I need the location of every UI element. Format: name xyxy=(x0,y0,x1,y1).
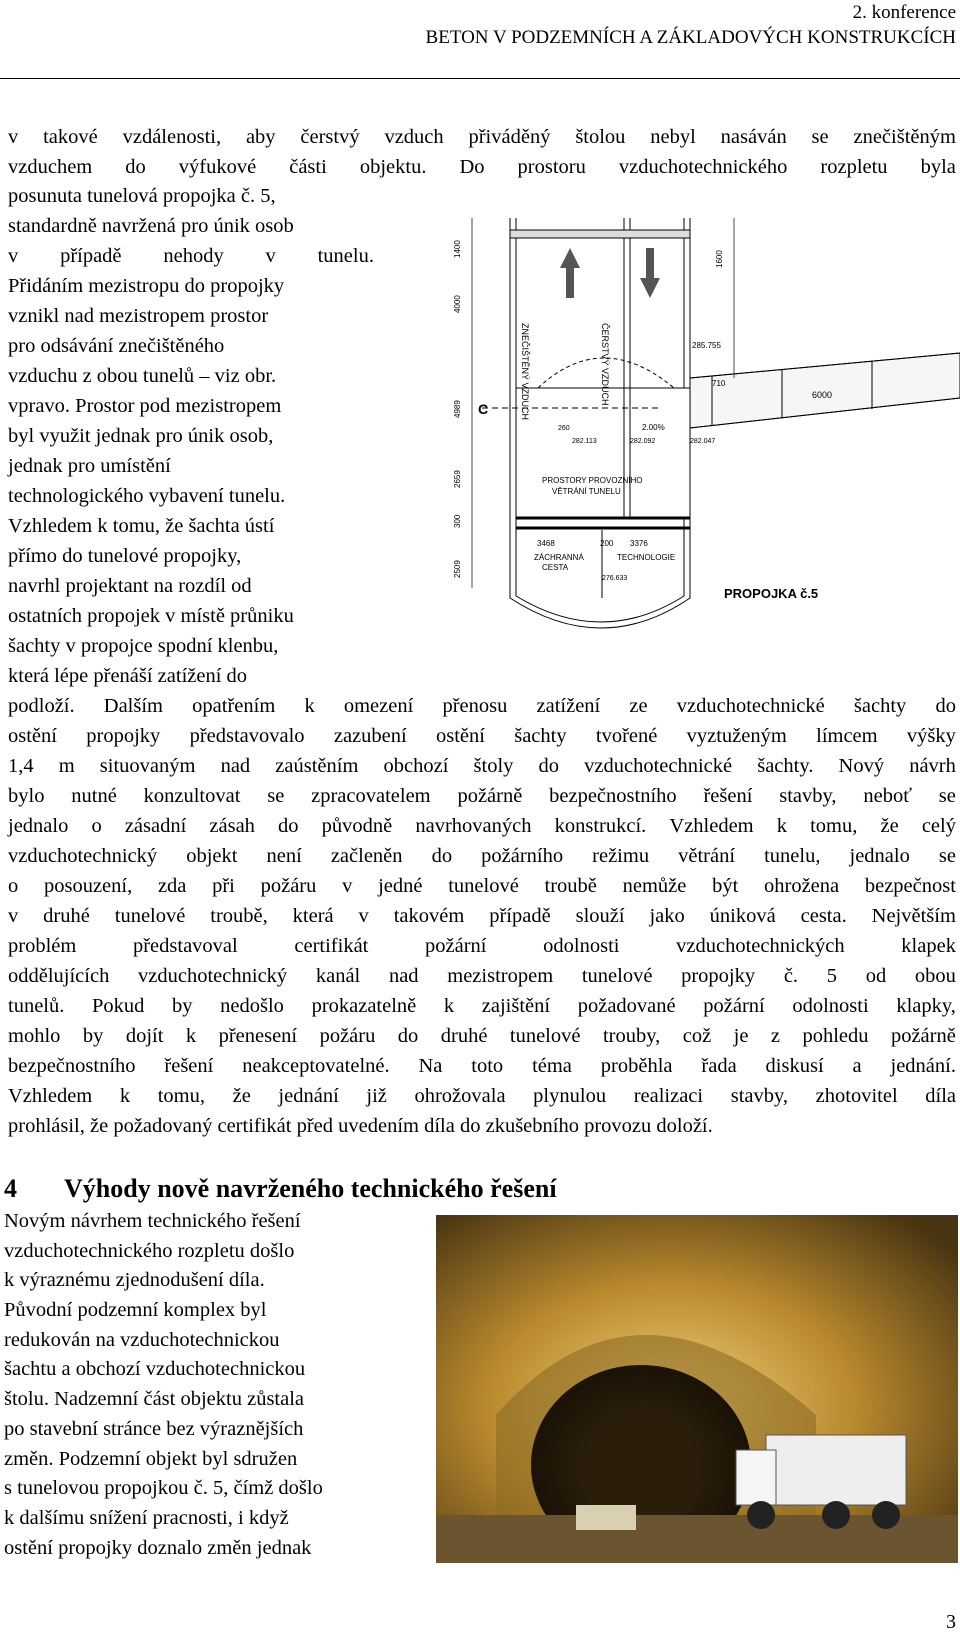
fig-dim: 300 xyxy=(453,514,462,528)
text-line: vpravo. Prostor pod mezistropem xyxy=(8,395,282,417)
text-line: šachtu a obchozí vzduchotechnickou xyxy=(4,1358,306,1381)
text-line: v případě nehody v tunelu. xyxy=(8,245,374,267)
text-line: byl využit jednak pro únik osob, xyxy=(8,425,274,447)
text-line: vzduchu z obou tunelů – viz obr. xyxy=(8,365,277,387)
text-line: redukován na vzduchotechnickou xyxy=(4,1328,280,1351)
page-number: 3 xyxy=(946,1611,956,1633)
cross-passage-drawing xyxy=(452,218,960,658)
fig-dim: 710 xyxy=(712,379,726,388)
section-number: 4 xyxy=(4,1174,17,1203)
text-line: Přidáním mezistropu do propojky xyxy=(8,275,285,297)
fig-dim: 2509 xyxy=(453,560,462,578)
text-line: štolu. Nadzemní část objektu zůstala xyxy=(4,1388,305,1411)
fig-label-space: PROSTORY PROVOZNÍHO xyxy=(542,476,643,485)
text-line: vzduchotechnického rozpletu došlo xyxy=(4,1239,295,1262)
text-line: Vzhledem k tomu, že šachta ústí xyxy=(8,515,275,537)
text-line: prohlásil, že požadovaný certifikát před uvedením díla do zkušebního provozu doloží. xyxy=(8,1115,713,1137)
text-line: s tunelovou propojkou č. 5, čímž došlo xyxy=(4,1477,323,1500)
text-line: 1,4 m situovaným nad zaústěním obchozí štoly do vzduchotechnické šachty. Nový návrh xyxy=(8,755,956,777)
text-line: přímo do tunelové propojky, xyxy=(8,545,242,567)
text-line: technologického vybavení tunelu. xyxy=(8,485,286,507)
fig-dim: 6000 xyxy=(812,390,833,400)
text-line: pro odsávání znečištěného xyxy=(8,335,225,357)
text-line: tunelů. Pokud by nedošlo prokazatelně k zajištění požadované požární odolnosti klapky, xyxy=(8,995,956,1017)
fig-label-polluted: ZNEČIŠTĚNÝ VZDUCH xyxy=(520,323,530,421)
running-header-conference: 2. konference xyxy=(852,2,956,23)
text-line: po stavební stránce bez výraznějších xyxy=(4,1417,304,1440)
text-line: šachty v propojce spodní klenbu, xyxy=(8,635,279,657)
running-header-title: BETON V PODZEMNÍCH A ZÁKLADOVÝCH KONSTRUKCÍCH xyxy=(425,27,956,48)
text-line: k výraznému zjednodušení díla. xyxy=(4,1269,265,1292)
text-line: k dalšímu snížení pracnosti, i když xyxy=(4,1506,289,1529)
fig-dim: 260 xyxy=(558,425,570,432)
fig-label-tech: TECHNOLOGIE xyxy=(617,553,676,562)
fig-label-escape: ZÁCHRANNÁ xyxy=(534,553,584,562)
paragraph-section4 xyxy=(4,1206,415,1562)
header-rule xyxy=(0,78,960,79)
text-line: změn. Podzemní objekt byl sdružen xyxy=(4,1447,298,1470)
text-line: jednak pro umístění xyxy=(8,455,171,477)
paragraph-intro xyxy=(8,122,956,182)
text-line: ostění propojky doznalo změn jednak xyxy=(4,1536,312,1559)
text-line: podloží. Dalším opatřením k omezení přenosu zatížení ze vzduchotechnické šachty do xyxy=(8,695,956,717)
fig-dim: 3376 xyxy=(630,539,648,548)
text-line: navrhl projektant na rozdíl od xyxy=(8,575,252,597)
fig-dim: 4989 xyxy=(453,400,462,418)
fig-level: 282.092 xyxy=(630,438,656,445)
text-line: jednalo o zásadní zásah do původně navrhovaných konstrukcí. Vzhledem k tomu, že celý xyxy=(8,815,956,837)
tunnel-photo xyxy=(436,1215,958,1563)
text-line: ostatních propojek v místě průniku xyxy=(8,605,294,627)
fig-level: 276.633 xyxy=(602,575,628,582)
fig-label-fresh: ČERSTVÝ VZDUCH xyxy=(600,323,610,406)
text-line: oddělujících vzduchotechnický kanál nad mezistropem tunelové propojky č. 5 od obou xyxy=(8,965,956,987)
text-line: mohlo by dojít k přenesení požáru do druhé tunelové trouby, což je z pohledu požárně xyxy=(8,1025,956,1047)
fig-label-escape2: CESTA xyxy=(542,563,569,572)
paragraph-wrapped-left xyxy=(8,181,374,691)
figure-caption: PROPOJKA č.5 xyxy=(724,586,819,601)
fig-dim: 4000 xyxy=(453,295,462,313)
fig-dim: 3468 xyxy=(537,539,555,548)
text-line: bylo nutné konzultovat se zpracovatelem požárně bezpečnostního řešení stavby, neboť se xyxy=(8,785,956,807)
fig-level: 282.113 xyxy=(572,438,597,445)
text-line: standardně navržená pro únik osob xyxy=(8,215,294,237)
text-line: Původní podzemní komplex byl xyxy=(4,1299,267,1322)
text-line: bezpečnostního řešení neakceptovatelné. Na toto téma proběhla řada diskusí a jednání. xyxy=(8,1055,956,1077)
paragraph-full xyxy=(8,691,956,1141)
section-title: Výhody nově navrženého technického řešení xyxy=(64,1174,557,1203)
text-line: v druhé tunelové troubě, která v takovém případě slouží jako úniková cesta. Největším xyxy=(8,905,956,927)
fig-slope: 2.00% xyxy=(642,423,665,432)
fig-dim: 1600 xyxy=(715,250,724,268)
text-line: Novým návrhem technického řešení xyxy=(4,1210,301,1232)
fig-dim: 1400 xyxy=(453,240,462,258)
text-line: vznikl nad mezistropem prostor xyxy=(8,305,269,327)
fig-label-space2: VĚTRÁNÍ TUNELU xyxy=(552,487,621,496)
text-line: v takové vzdálenosti, aby čerstvý vzduch přiváděný štolou nebyl nasáván se znečištěným xyxy=(8,126,956,148)
text-line: Vzhledem k tomu, že jednání již ohrožovala plynulou realizaci stavby, zhotovitel díla xyxy=(8,1085,956,1107)
text-line: o posouzení, zda při požáru v jedné tunelové troubě nemůže být ohrožena bezpečnost xyxy=(8,875,956,897)
fig-section-mark: C xyxy=(478,401,489,417)
text-line: problém představoval certifikát požární odolnosti vzduchotechnických klapek xyxy=(8,935,956,957)
text-line: ostění propojky představovalo zazubení ostění šachty tvořené vyztuženým límcem výšky xyxy=(8,725,956,747)
text-line: která lépe přenáší zatížení do xyxy=(8,665,248,687)
text-line: posunuta tunelová propojka č. 5, xyxy=(8,185,276,207)
text-line: vzduchotechnický objekt není začleněn do požárního režimu větrání tunelu, jednalo se xyxy=(8,845,956,867)
fig-level: 285.755 xyxy=(692,341,721,350)
fig-level: 282.047 xyxy=(690,438,716,445)
fig-dim: 2659 xyxy=(453,470,462,488)
section-heading xyxy=(4,1172,557,1206)
text-line: vzduchem do výfukové části objektu. Do prostoru vzduchotechnického rozpletu byla xyxy=(8,156,956,178)
fig-dim: 200 xyxy=(600,539,614,548)
